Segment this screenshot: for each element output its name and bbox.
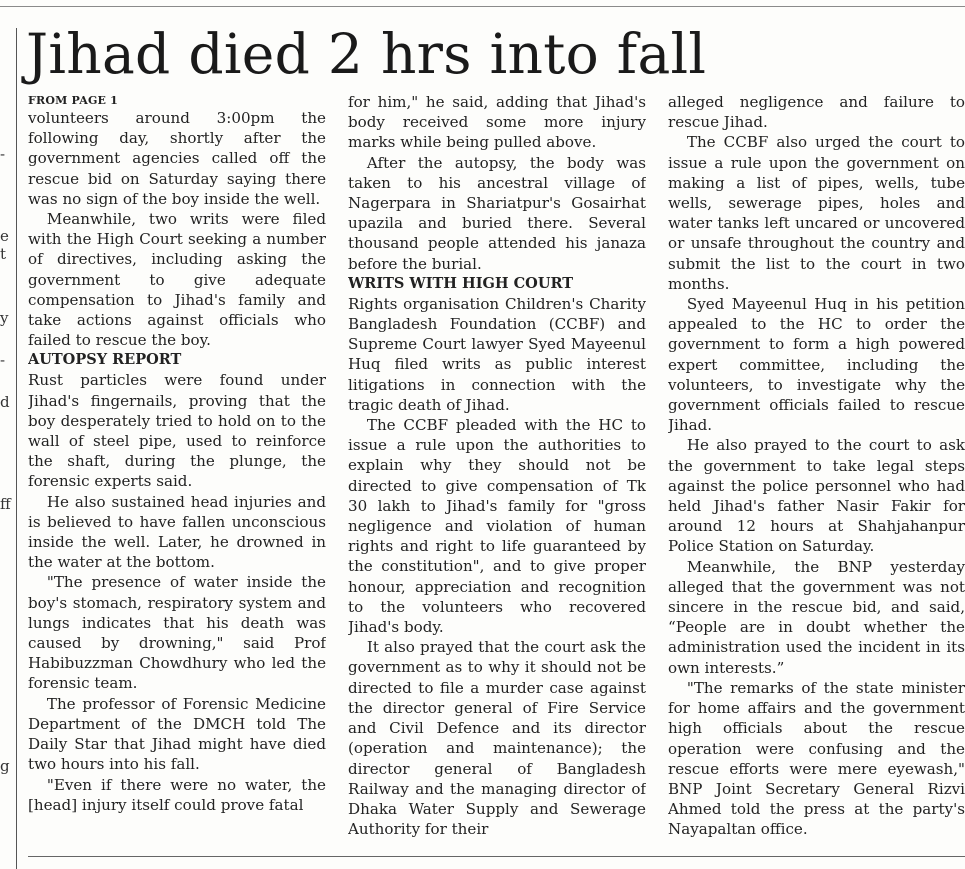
article-column-2 bbox=[348, 92, 646, 862]
article-paragraph: He also prayed to the court to ask the government to take legal steps against the police personnel who had held Jihad's father Nasir Fakir for around 12 hours at Shahjahanpur Police Station on Saturday. bbox=[668, 436, 965, 556]
cropped-text-fragment: y bbox=[0, 309, 9, 327]
cropped-text-fragment: - bbox=[0, 145, 6, 163]
article-paragraph: It also prayed that the court ask the government as to why it should not be directed to file a murder case against the director general of Fire Service and Civil Defence and its director (operation and maintenance); the director general of Bangladesh Railway and the managing director of Dhaka Water Supply and Sewerage Authority for their bbox=[348, 638, 646, 839]
article-paragraph: The professor of Forensic Medicine Department of the DMCH told The Daily Star that Jihad might have died two hours into his fall. bbox=[28, 694, 326, 774]
cropped-text-fragment: - bbox=[0, 351, 6, 369]
cropped-text-fragment: ff bbox=[0, 495, 11, 513]
article-paragraph: alleged negligence and failure to rescue Jihad. bbox=[668, 93, 965, 132]
cropped-text-fragment: d bbox=[0, 393, 10, 411]
article-paragraph: The CCBF also urged the court to issue a rule upon the government on making a list of pipes, wells, tube wells, sewerage pipes, holes and water tanks left uncared or uncovered or unsafe throughout the country and submit the list to the court in two months. bbox=[668, 133, 965, 293]
article-paragraph: Meanwhile, the BNP yesterday alleged that the government was not sincere in the rescue bid, and said, “People are in doubt whether the administration used the incident in its own interests.” bbox=[668, 557, 965, 677]
article-paragraph: for him," he said, adding that Jihad's body received some more injury marks while being pulled above. bbox=[348, 93, 646, 152]
article-paragraph: Syed Mayeenul Huq in his petition appealed to the HC to order the government to form a high powered expert committee, including the volunteers, to investigate why the government officials failed to rescue Jihad. bbox=[668, 295, 965, 435]
article-column-3 bbox=[668, 92, 965, 862]
article-paragraph: Rights organisation Children's Charity Bangladesh Foundation (CCBF) and Supreme Court lawyer Syed Mayeenul Huq filed writs as public interest litigations in connection with the tragic death of Jihad. bbox=[348, 294, 646, 414]
article-column-1 bbox=[28, 92, 326, 862]
article-paragraph: "The presence of water inside the boy's stomach, respiratory system and lungs indicates that his death was caused by drowning," said Prof Habibuzzman Chowdhury who led the forensic team. bbox=[28, 573, 326, 693]
section-subhead: WRITS WITH HIGH COURT bbox=[348, 274, 574, 292]
cropped-text-fragment: e bbox=[0, 227, 9, 245]
article-paragraph: He also sustained head injuries and is believed to have fallen unconscious inside the well. Later, he drowned in the water at the bottom. bbox=[28, 492, 326, 572]
headline: Jihad died 2 hrs into fall bbox=[26, 22, 707, 86]
cropped-text-fragment: g bbox=[0, 757, 10, 775]
jump-line: FROM PAGE 1 bbox=[28, 94, 119, 107]
article-paragraph: Meanwhile, two writs were filed with the High Court seeking a number of directives, including asking the government to give adequate compensation to Jihad's family and take actions against officials who failed to rescue the boy. bbox=[28, 210, 326, 350]
article-paragraph: The CCBF pleaded with the HC to issue a rule upon the authorities to explain why they should not be directed to give compensation of Tk 30 lakh to Jihad's family for "gross negligence and violation of human rights and right to life guaranteed by the constitution", and to give proper honour, appreciation and recognition to the volunteers who recovered Jihad's body. bbox=[348, 416, 646, 637]
article-paragraph: "The remarks of the state minister for home affairs and the government high officials about the rescue operation were confusing and the rescue efforts were mere eyewash," BNP Joint Secretary General Rizvi Ahmed told the press at the party's Nayapaltan office. bbox=[668, 678, 965, 839]
article-paragraph: Rust particles were found under Jihad's fingernails, proving that the boy desperately tried to hold on to the wall of steel pipe, used to reinforce the shaft, during the plunge, the forensic experts said. bbox=[28, 371, 326, 491]
article-paragraph: After the autopsy, the body was taken to his ancestral village of Nagerpara in Shariatpur's Gosairhat upazila and buried there. Several thousand people attended his janaza before the burial. bbox=[348, 153, 646, 273]
column-rule-left bbox=[16, 28, 17, 869]
top-rule bbox=[0, 6, 965, 7]
cropped-text-fragment: t bbox=[0, 245, 7, 263]
article-paragraph: volunteers around 3:00pm the following day, shortly after the government agencies called off the rescue bid on Saturday saying there was no sign of the boy inside the well. bbox=[28, 109, 326, 208]
article-paragraph: "Even if there were no water, the [head] injury itself could prove fatal bbox=[28, 775, 326, 814]
section-subhead: AUTOPSY REPORT bbox=[28, 351, 182, 369]
